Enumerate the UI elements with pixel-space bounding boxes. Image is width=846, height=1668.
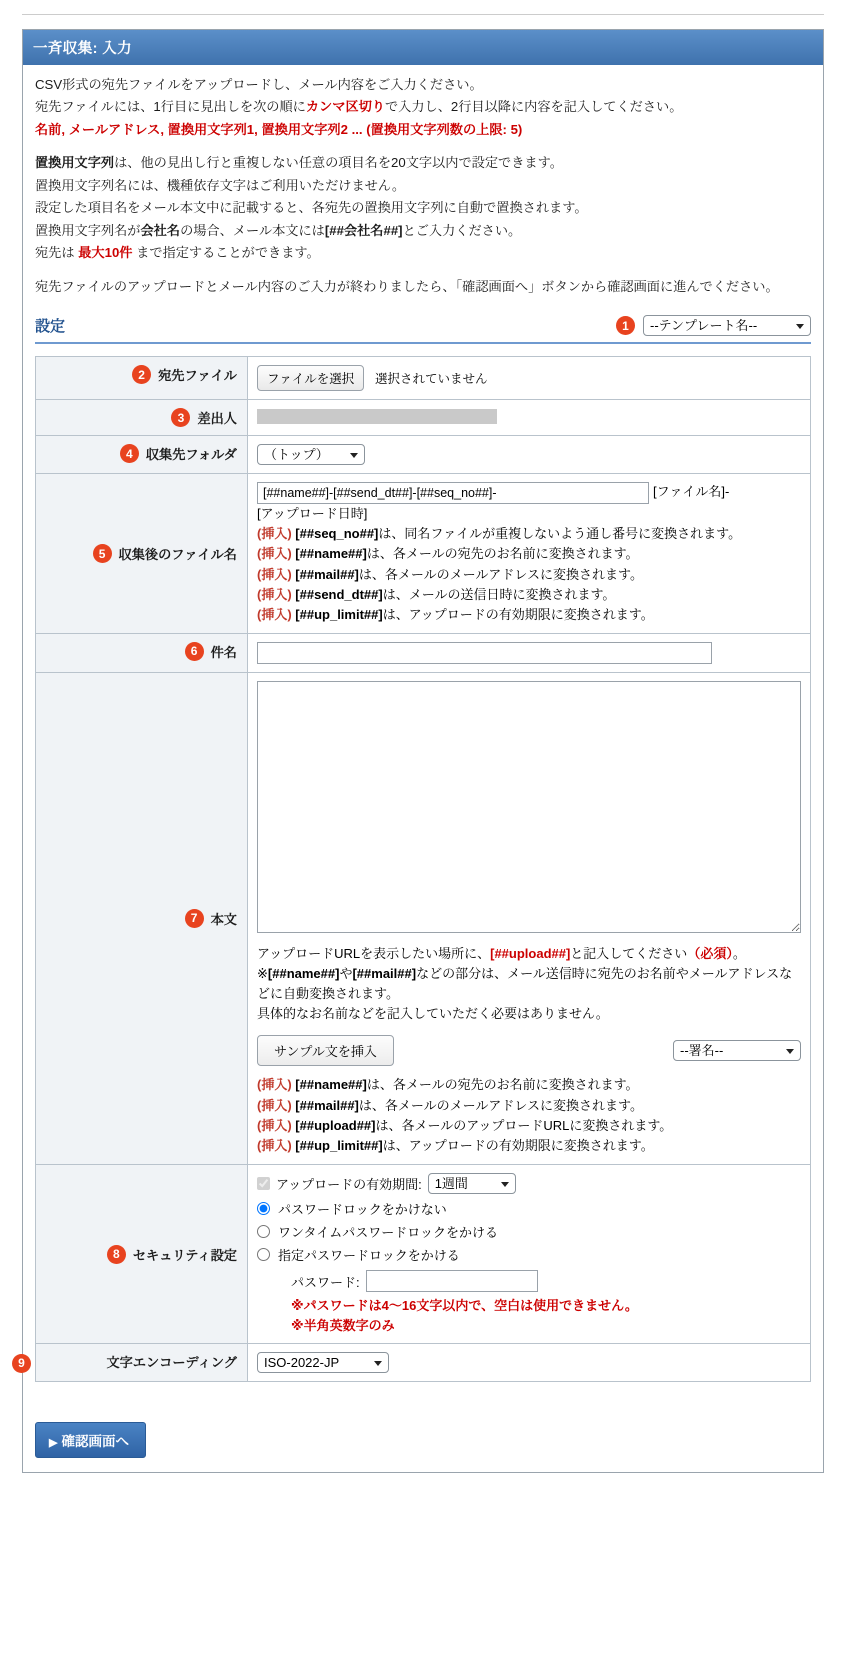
label-filename: 5 収集後のファイル名 <box>36 474 248 634</box>
filename-suffix-1: [ファイル名]- <box>653 484 730 500</box>
filename-note-4: (挿入) [##up_limit##]は、アップロードの有効期限に変換されます。 <box>257 606 654 622</box>
step-number-3: 3 <box>171 408 190 427</box>
step-number-8: 8 <box>107 1245 126 1264</box>
signature-select-wrap[interactable] <box>673 1040 801 1061</box>
intro-line-4: 置換用文字列は、他の見出し行と重複しない任意の項目名を20文字以内で設定できます。 <box>35 155 563 171</box>
filename-note-3: (挿入) [##send_dt##]は、メールの送信日時に変換されます。 <box>257 586 616 602</box>
filename-suffix-2: [アップロード日時] <box>257 506 368 522</box>
top-divider <box>22 14 824 15</box>
radio-onetime-password-label: ワンタイムパスワードロックをかける <box>278 1225 498 1241</box>
intro-line-2: 宛先ファイルには、1行目に見出しを次の順にカンマ区切りで入力し、2行目以降に内容を記入してください。 <box>35 99 683 115</box>
step-number-5: 5 <box>93 544 112 563</box>
play-arrow-icon: ▶ <box>49 1437 58 1450</box>
radio-no-password[interactable] <box>257 1202 270 1215</box>
panel-body <box>18 65 823 1472</box>
password-row <box>291 1270 801 1292</box>
cell-subject <box>248 633 811 672</box>
row-subject <box>36 633 811 672</box>
password-warning-1: ※パスワードは4〜16文字以内で、空白は使用できません。 <box>291 1298 638 1314</box>
row-security <box>36 1165 811 1344</box>
form-panel <box>18 29 824 1473</box>
filename-note-1: (挿入) [##name##]は、各メールの宛先のお名前に変換されます。 <box>257 546 639 562</box>
body-ins-note-3: (挿入) [##up_limit##]は、アップロードの有効期限に変換されます。 <box>257 1137 654 1153</box>
cell-encoding <box>248 1344 811 1382</box>
panel-title: 一斉収集: 入力 <box>23 30 823 65</box>
intro-line-8: 宛先は 最大10件 まで指定することができます。 <box>35 245 320 261</box>
step-number-4: 4 <box>120 444 139 463</box>
label-sender: 3 差出人 <box>36 400 248 436</box>
radio-custom-password[interactable] <box>257 1248 270 1261</box>
expiry-label: アップロードの有効期間: <box>276 1177 422 1193</box>
label-dest-file: 2 宛先ファイル <box>36 357 248 400</box>
radio-no-password-label: パスワードロックをかけない <box>278 1202 447 1218</box>
cell-dest-file <box>248 357 811 400</box>
subject-input[interactable] <box>257 642 712 664</box>
settings-heading: 設定 <box>35 318 66 336</box>
settings-form-table <box>18 356 811 1382</box>
body-tools-row <box>257 1035 801 1066</box>
label-encoding: 9 文字エンコーディング <box>36 1344 248 1382</box>
row-folder <box>36 436 811 474</box>
step-number-7: 7 <box>185 909 204 928</box>
body-note-1: アップロードURLを表示したい場所に、[##upload##]と記入してください（必須）。 <box>257 945 746 961</box>
step-number-1: 1 <box>616 316 635 335</box>
insert-sample-button[interactable]: サンプル文を挿入 <box>257 1035 394 1066</box>
row-body <box>36 672 811 1164</box>
radio-onetime-password-row[interactable] <box>257 1222 801 1241</box>
template-select-wrap[interactable] <box>643 315 811 336</box>
body-ins-note-2: (挿入) [##upload##]は、各メールのアップロードURLに変換されます。 <box>257 1117 673 1133</box>
label-body: 7 本文 <box>36 672 248 1164</box>
expiry-row <box>257 1173 801 1194</box>
template-select[interactable] <box>643 315 811 336</box>
label-folder: 4 収集先フォルダ <box>36 436 248 474</box>
label-security: 8 セキュリティ設定 <box>36 1165 248 1344</box>
row-sender <box>36 400 811 436</box>
expiry-select-wrap[interactable] <box>428 1173 516 1194</box>
row-encoding <box>36 1344 811 1382</box>
body-note-3: 具体的なお名前などを記入していただく必要はありません。 <box>257 1006 609 1022</box>
password-label: パスワード: <box>291 1274 360 1290</box>
cell-sender <box>248 400 811 436</box>
intro-text <box>35 75 811 297</box>
radio-no-password-row[interactable] <box>257 1199 801 1218</box>
file-status-label: 選択されていません <box>374 372 488 387</box>
encoding-select[interactable] <box>257 1352 389 1373</box>
label-subject: 6 件名 <box>36 633 248 672</box>
intro-line-7: 置換用文字列名が会社名の場合、メール本文には[##会社名##]とご入力ください。 <box>35 222 522 238</box>
confirm-button-label: 確認画面へ <box>61 1434 129 1450</box>
filename-input[interactable] <box>257 482 649 504</box>
intro-line-9: 宛先ファイルのアップロードとメール内容のご入力が終わりましたら、「確認画面へ」ボタンから確認画面に進んでください。 <box>35 278 779 294</box>
expiry-select[interactable] <box>428 1173 516 1194</box>
body-note-2: ※[##name##]や[##mail##]などの部分は、メール送信時に宛先のお名前やメールアドレスなどに自動変換されます。 <box>257 966 793 1002</box>
folder-select[interactable] <box>257 444 365 465</box>
submit-area <box>35 1422 811 1458</box>
settings-section-header <box>35 315 811 344</box>
cell-body <box>248 672 811 1164</box>
signature-select[interactable] <box>673 1040 801 1061</box>
cell-security <box>248 1165 811 1344</box>
filename-note-2: (挿入) [##mail##]は、各メールのメールアドレスに変換されます。 <box>257 566 643 582</box>
filename-note-0: (挿入) [##seq_no##]は、同名ファイルが重複しないよう通し番号に変換されます。 <box>257 526 742 542</box>
row-filename <box>36 474 811 634</box>
body-ins-note-0: (挿入) [##name##]は、各メールの宛先のお名前に変換されます。 <box>257 1077 639 1093</box>
intro-line-3: 名前, メールアドレス, 置換用文字列1, 置換用文字列2 ... (置換用文字列数の上限: 5) <box>35 121 523 137</box>
confirm-button[interactable] <box>35 1422 146 1458</box>
encoding-select-wrap[interactable] <box>257 1352 389 1373</box>
sender-value-redacted <box>257 409 497 424</box>
intro-line-5: 置換用文字列名には、機種依存文字はご利用いただけません。 <box>35 177 406 193</box>
step-number-6: 6 <box>185 642 204 661</box>
cell-filename <box>248 474 811 634</box>
radio-custom-password-label: 指定パスワードロックをかける <box>278 1248 460 1264</box>
intro-line-1: CSV形式の宛先ファイルをアップロードし、メール内容をご入力ください。 <box>35 77 483 92</box>
password-warning-2: ※半角英数字のみ <box>291 1317 395 1333</box>
intro-line-6: 設定した項目名をメール本文中に記載すると、各宛先の置換用文字列に自動で置換されます。 <box>35 200 588 216</box>
step-number-2: 2 <box>132 365 151 384</box>
radio-custom-password-row[interactable] <box>257 1245 801 1264</box>
radio-onetime-password[interactable] <box>257 1225 270 1238</box>
row-dest-file <box>36 357 811 400</box>
folder-select-wrap[interactable] <box>257 444 365 465</box>
step-number-9: 9 <box>12 1354 31 1373</box>
password-input[interactable] <box>366 1270 538 1292</box>
body-ins-note-1: (挿入) [##mail##]は、各メールのメールアドレスに変換されます。 <box>257 1097 643 1113</box>
choose-file-button[interactable]: ファイルを選択 <box>257 365 364 391</box>
body-textarea[interactable] <box>257 681 801 933</box>
expiry-checkbox[interactable] <box>257 1177 270 1190</box>
cell-folder <box>248 436 811 474</box>
